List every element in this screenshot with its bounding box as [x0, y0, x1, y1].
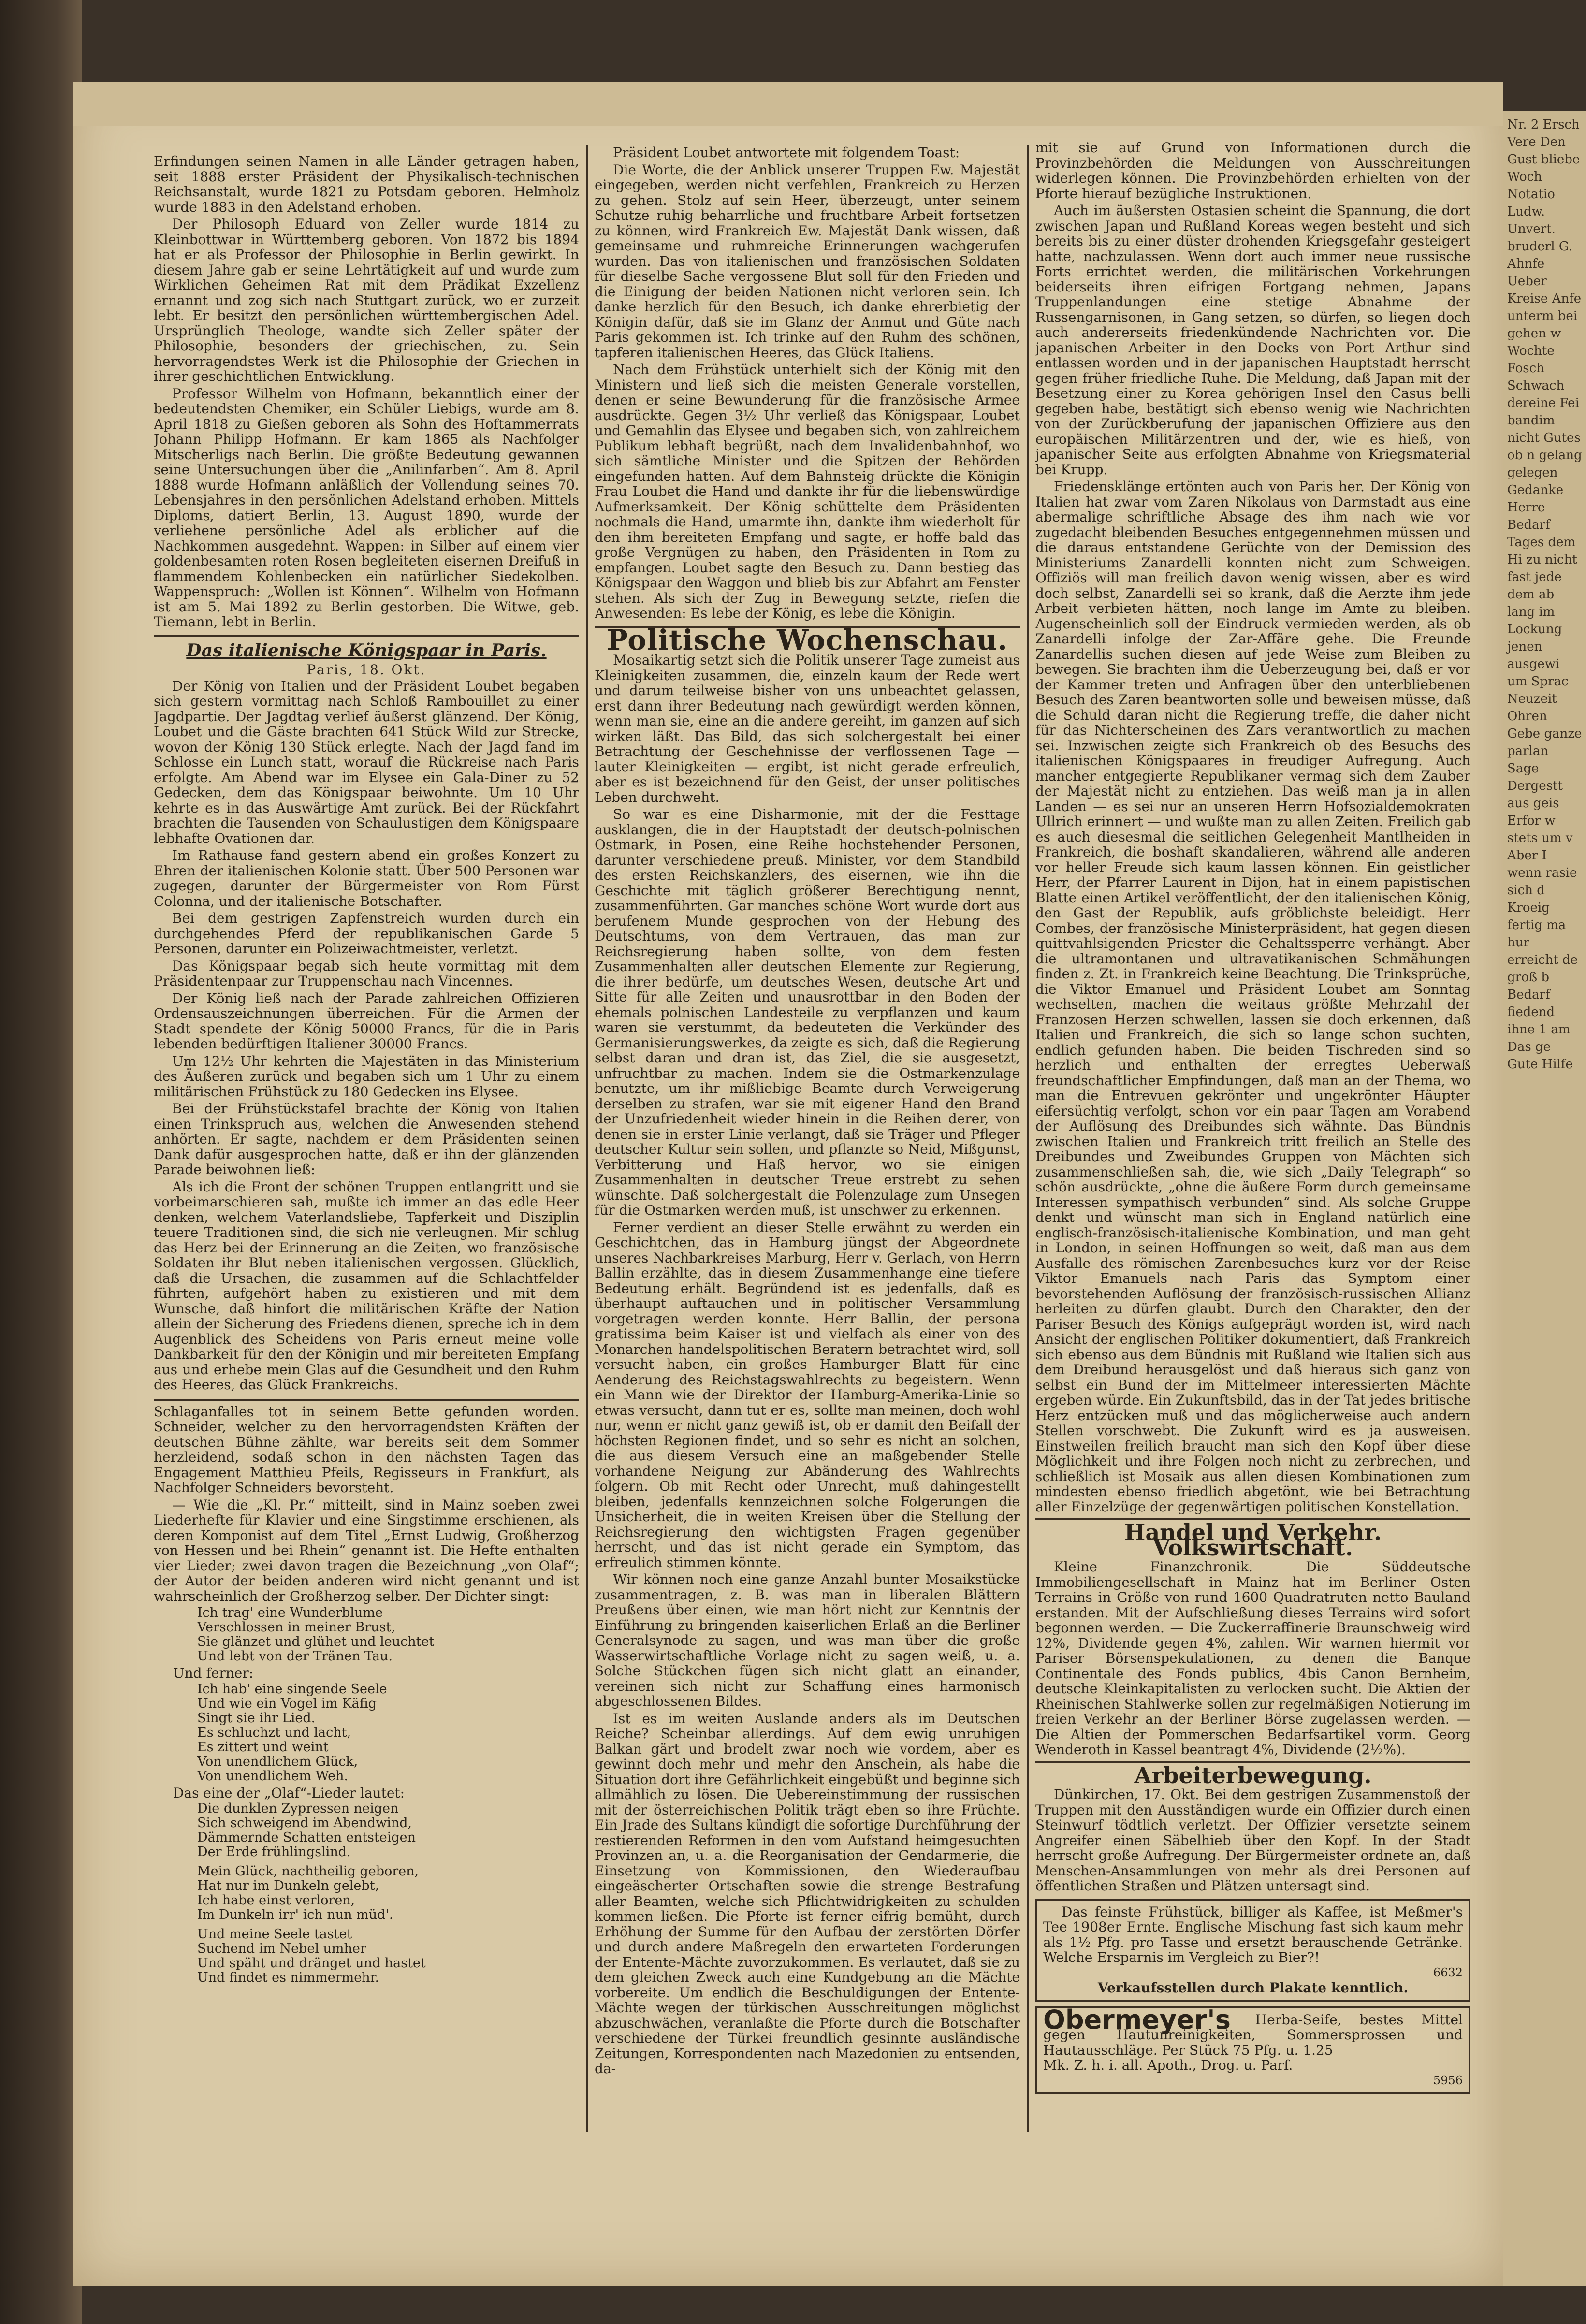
zeller-paragraph: Der Philosoph Eduard von Zeller wurde 1814 zu Kleinbottwar in Württemberg geboren. Von 1872 bis 1894 hat er als Professor der Philosophie in Berlin gewirkt. In diesem Jahre gab er seine Lehrtätigkeit auf und wurde zum Wirklichen Geheimen Rat mit dem Prädikat Exzellenz ernannt und zog sich nach Stuttgart zurück, wo er zurzeit lebt. Er besitzt den persönlichen württembergischen Adel. Ursprünglich Theologe, wandte sich Zeller später der Philosophie, besonders der griechischen, zu. Sein hervorragendstes Werk ist die Philosophie der Griechen in ihrer geschichtlichen Entwicklung.	[154, 216, 579, 384]
paris-paragraph-2: Im Rathause fand gestern abend ein großes Konzert zu Ehren der italienischen Kolonie statt. Über 500 Personen war zugegen, darunter der Bürgermeister von Rom Fürst Colonna, und der italienische Botschafter.	[154, 847, 579, 909]
heading-italian-royals: Das italienische Königspaar in Paris.	[186, 640, 547, 661]
dateline-paris: Paris, 18. Okt.	[306, 662, 426, 678]
paris-paragraph-3: Bei dem gestrigen Zapfenstreich wurden durch ein durchgehendes Pferd der republikanischen Garde 5 Personen, darunter ein Polizeiwachtmeister, verletzt.	[154, 910, 579, 957]
politics-paragraph-5: Ist es im weiten Auslande anders als im Deutschen Reiche? Scheinbar allerdings. Auf dem ewig unruhigen Balkan gärt und brodelt zwar noch wie vordem, aber es gewinnt doch mehr und mehr den Anschein, als habe die Situation dort ihre Gefährlichkeit eingebüßt und beginne sich allmählich zu lösen. Die Uebereinstimmung der russischen mit der österreichischen Politik trägt eben so ihre Früchte. Ein Jrade des Sultans kündigt die sofortige Durchführung der restierenden Reformen in den vom Aufstand heimgesuchten Provinzen an, u. a. die Reorganisation der Gendarmerie, die Einsetzung von Kommissionen, den Wiederaufbau eingeäscherter Ortschaften sowie die strenge Bestrafung aller Beamten, welche sich Pflichtwidrigkeiten zu schulden kommen ließen. Die Pforte ist ferner eifrig bemüht, durch Erhöhung der Summe für den Aufbau der zerstörten Dörfer und durch andere Maßregeln den erwarteten Forderungen der Entente-Mächte zuvorzukommen. Es verlautet, daß sie zu dem gleichen Zweck auch eine Kundgebung an die Mächte vorbereite. Um endlich die Beschuldigungen der Entente-Mächte wegen der türkischen Ausschreitungen möglichst abzuschwächen, veranlaßte die Pforte durch die Botschafter verschiedene der Türkei freundlich gesinnte ausländische Zeitungen, Korrespondenten nach Mazedonien zu entsenden, da-	[595, 1710, 1020, 2077]
paris-paragraph-1: Der König von Italien und der Präsident Loubet begaben sich gestern vormittag nach Schloß Rambouillet zu einer Jagdpartie. Der Jagdtag verlief äußerst glänzend. Der König, Loubet und die Gäste brachten 641 Stück Wild zur Strecke, wovon der König 130 Stück erlegte. Nach der Jagd fand im Schlosse ein Lunch statt, worauf die Rückreise nach Paris erfolgte. Am Abend war im Elysee ein Gala-Diner zu 52 Gedecken, dem das Königspaar beiwohnte. Um 10 Uhr kehrte es in das Auswärtige Amt zurück. Bei der Rückfahrt brachten die Tausenden von Schaulustigen dem Königspaare lebhafte Ovationen dar.	[154, 678, 579, 846]
lieder-paragraph: — Wie die „Kl. Pr.“ mitteilt, sind in Mainz soeben zwei Liederhefte für Klavier und eine Singstimme erschienen, als deren Komponist auf dem Titel „Ernst Ludwig, Großherzog von Hessen und bei Rhein“ genannt ist. Die Hefte enthalten vier Lieder; zwei davon tragen die Bezeichnung „von Olaf“; der Autor der beiden anderen wird nicht genannt und ist wahrscheinlich der Großherzog selber. Der Dichter singt:	[154, 1496, 579, 1604]
continuation-paragraph: mit sie auf Grund von Informationen durch die Provinzbehörden die Meldungen von Ausschreitungen widerlegen können. Die Provinzbehörden erhielten von der Pforte hierauf bezügliche Instruktionen.	[1035, 140, 1470, 202]
poem-intro-olaf: Das eine der „Olaf“-Lieder lautet:	[173, 1785, 405, 1801]
politics-paragraph-4: Wir können noch eine ganze Anzahl bunter Mosaikstücke zusammentragen, z. B. was man in liberalen Blättern Preußens über einen, wie man hört nicht zur Kenntnis der Einführung zu bringenden kaiserlichen Erlaß an die Berliner Generalsynode zu sagen, und was man über die große Wasserwirtschaftliche Vorlage nicht zu sagen weiß, u. a. Solche Stückchen fügen sich nicht glatt an einander, vereinen sich nicht zur Schaffung eines harmonisch abgeschlossenen Bildes.	[595, 1571, 1020, 1709]
book-binding	[0, 0, 82, 2324]
heading-handel-verkehr: Handel und Verkehr. Volkswirtschaft.	[1124, 1519, 1382, 1561]
after-breakfast-paragraph: Nach dem Frühstück unterhielt sich der König mit den Ministern und ließ sich die meisten Generale vorstellen, denen er seine Bewunderung für die französische Armee ausdrückte. Gegen 3½ Uhr verließ das Königspaar, Loubet und Gemahlin das Elysee und begaben sich, von zahlreichem Publikum lebhaft begrüßt, nach dem Invalidenbahnhof, wo sich sämtliche Minister und die Spitzen der Behörden eingefunden hatten. Auf dem Bahnsteig drückte die Königin Frau Loubet die Hand und dankte ihr für die liebenswürdige Aufmerksamkeit. Der König schüttelte dem Präsidenten nochmals die Hand, umarmte ihn, dankte ihm wiederholt für den ihm bereiteten Empfang und sagte, er hoffe bald das große Vergnügen zu haben, den Präsidenten in Rom zu empfangen. Loubet sagte den Besuch zu. Dann bestieg das Königspaar den Waggon und blieb bis zur Abfahrt am Fenster stehen. Als sich der Zug in Bewegung setzte, riefen die Anwesenden: Es lebe der König, es lebe die Königin.	[595, 362, 1020, 621]
toast-intro: Präsident Loubet antwortete mit folgendem Toast:	[613, 145, 960, 160]
poem-intro-und-ferner: Und ferner:	[173, 1665, 254, 1681]
finanzchronik-paragraph: Kleine Finanzchronik. Die Süddeutsche Immobiliengesellschaft in Mainz hat im Berliner Osten Terrains in Größe von rund 1600 Quadratruten netto Bauland erstanden. Mit der Aufschließung dieses Terrains wird sofort begonnen werden. — Die Zuckerraffinerie Braunschweig wird 12%, Dividende gegen 4%, zahlen. Wir warnen hiermit vor Pariser Börsenspekulationen, zu denen die Banque Continentale des Fonds publics, 4bis Canon Bernheim, deutsche Kleinkapitalisten zu verlocken sucht. Die Aktien der Rheinischen Stahlwerke sollen zur regelmäßigen Notierung im freien Verkehr an der Berliner Börse zugelassen werden. — Die Altien der Pommerschen Bedarfsartikel vorm. Georg Wenderoth in Kassel beantragt 4%, Dividende (2½%).	[1035, 1559, 1470, 1758]
ad-obermeyer-brand: Obermeyer's	[1043, 2004, 1231, 2035]
paris-paragraph-6: Um 12½ Uhr kehrten die Majestäten in das Ministerium des Äußeren zurück und begaben sich um 1 Uhr zu einem militärischen Frühstück zu 180 Gedecken ins Elysee.	[154, 1053, 579, 1100]
paris-paragraph-7: Bei der Frühstückstafel brachte der König von Italien einen Trinkspruch aus, welchen die Anwesenden stehend anhörten. Er sagte, nachdem er dem Präsidenten seinen Dank dafür ausgesprochen hatte, daß er ihn der glänzenden Parade beiwohnen ließ:	[154, 1101, 579, 1177]
adjacent-page-text: Nr. 2 Ersch Vere Den Gust bliebe Woch Notatio Ludw. Unvert. bruderl G. Ahnfe Ueber Kreise Anfe unterm bei gehen w Wochte Fosch Schwach dereine Fei bandim nicht Gutes ob n gelang gelegen Gedanke Herre Bedarf Tages dem Hi zu nicht fast jede dem ab lang im Lockung jenen ausgewi um Sprac Neuzeit Ohren Gebe ganze parlan Sage Dergestt aus geis Erfor w stets um v Aber I wenn rasie sich d Kroeig fertig ma hur erreicht de groß b Bedarf fiedend ihne 1 am Das ge Gute Hilfe	[1507, 117, 1582, 1072]
ad-messmer-tea	[1035, 1899, 1470, 2002]
intro-paragraph: Erfindungen seinen Namen in alle Länder getragen haben, seit 1888 erster Präsident der Physikalisch-technischen Reichsanstalt, wurde 1821 zu Potsdam geboren. Helmholz wurde 1883 in den Adelstand erhoben.	[154, 154, 579, 215]
frieden-paragraph: Friedensklänge ertönten auch von Paris her. Der König von Italien hat zwar vom Zaren Nikolaus von Darmstadt aus eine abermalige schriftliche Absage des ihm nach wie vor zugedacht bleibenden Besuches entgegennehmen müssen und die daraus entstandene Gerüchte von der Demission des Ministeriums Zanardelli konnten nicht zum Schweigen. Offiziös will man freilich davon wenig wissen, aber es wird doch selbst, Zanardelli sei so krank, daß die Aerzte ihm jede Arbeit verbieten hätten, noch lange im Amte zu bleiben. Augenscheinlich soll der Eindruck vermieden werden, als ob Zanardelli infolge der Zar-Affäre gehe. Die Freunde Zanardellis suchen diesen auf jede Weise zum Bleiben zu bewegen. Sie brachten ihm die Ueberzeugung bei, daß er vor der Kammer treten und Anfragen über den unterbliebenen Besuch des Zaren beantworten solle und beweisen müsse, daß die Schuld daran nicht die Regierung treffe, die daher nicht für das Nichterscheinen des Zars verantwortlich zu machen sei. Inzwischen zeigte sich Frankreich ob des Besuchs des italienischen Königspaares in freudiger Aufregung. Auch mancher entgegierte Republikaner vermag sich dem Zauber der Majestät nicht zu entziehen. Das weiß man ja in allen Landen — es sei nur an unseren Herrn Hofsozialdemokraten Ullrich erinnert — und wußte man zu allen Zeiten. Freilich gab es auch diesesmal die seitlichen Gelegenheit Mantlheiden in Frankreich, die boshaft skandalieren, während alle anderen vor heller Freude sich kaum lassen können. Ein geistlicher Herr, der Pfarrer Laurent in Dijon, hat in einem papistischen Blatte einen Artikel veröffentlicht, der den italienischen König, den Gast der Republik, aufs gröblichste beleidigt. Herr Combes, der französische Ministerpräsident, hat gegen diesen quittvahlsigenden Priester die Gehaltssperre verhängt. Aber die ultramontanen und ultravatikanischen Schmähungen finden z. Zt. in Frankreich keine Beachtung. Die Trinksprüche, die Viktor Emanuel und Präsident Loubet am Sonntag wechselten, machen die weitaus größte Mehrzahl der Franzosen Herzen schwellen, lassen sie doch erkennen, daß Italien und Frankreich, die sich so lange schon suchten, endlich gefunden haben. Die beiden Tischreden sind so herzlich und enthalten der erregtes Ueberwaß freundschaftlicher Empfindungen, daß man an der Thema, wo man die Entrevuen gekrönter und ungekrönter Häupter eifersüchtig verfolgt, schon vor ein paar Tagen am Vorabend der Auflösung des Dreibundes sich wähnte. Das Bündnis zwischen Italien und Frankreich tritt freilich an Stelle des Dreibundes und Zweibundes Gruppen von Mächten sich zusammenschließen sah, die, wie sich „Daily Telegraph“ so schön ausdrückte, „ohne die äußere Form durch gemeinsame Interessen sympathisch verbunden“ sind. Als solche Gruppe denkt und wünscht man sich in England natürlich eine englisch-französisch-italienische Kombination, und man geht in London, in seinen Hoffnungen so weit, daß man aus dem Ausfalle des römischen Zarenbesuches kurz vor der Reise Viktor Emanuels nach Paris das Symptom einer bevorstehenden Auflösung der französisch-russischen Allianz herleiten zu dürfen glaubt. Durch den Charakter, den der Pariser Besuch des Königs aufgeprägt worden ist, wird nach Ansicht der englischen Politiker dokumentiert, daß Frankreich sich ebenso aus dem Bündnis mit Rußland wie Italien sich aus dem Dreibund herausgelöst und daß hieraus sich ganz von selbst ein Bund der im Mittelmeer interessierten Mächte ergeben würde. Ein Zukunftsbild, das in der Tat jedes britische Herz entzücken muß und das möglicherweise auch andern Stellen vorschwebt. Die Zukunft wird es ja ausweisen. Einstweilen freilich braucht man sich den Kopf über diese Möglichkeit und ihre Folgen noch nicht zu zerbrechen, und schließlich ist Mosaik aus allen diesen Kombinationen zum mindesten ebenso friedlich abgetönt, wie bei Betrachtung aller Einzelzüge der gegenwärtigen politischen Konstellation.	[1035, 479, 1470, 1515]
schlaganfall-paragraph: Schlaganfalles tot in seinem Bette gefunden worden. Schneider, welcher zu den hervorragendsten Kräften der deutschen Bühne zählte, war bereits seit dem Sommer herzleidend, sodaß schon in den nächsten Tagen das Engagement Matthieu Pfeils, Regisseurs in Frankfurt, als Nachfolger Schneiders bevorsteht.	[154, 1403, 579, 1496]
toast-text: Die Worte, die der Anblick unserer Truppen Ew. Majestät eingegeben, werden nicht verfehlen, Frankreich zu Herzen zu gehen. Stolz auf sein Heer, überzeugt, unter seinem Schutze ruhig beharrliche und fruchtbare Arbeit fortsetzen zu können, wird Frankreich Ew. Majestät Dank wissen, daß gemeinsame und ruhmreiche Erinnerungen wachgerufen wurden. Das von italienischen und französischen Soldaten für dieselbe Sache vergossene Blut soll für den Frieden und die Einigung der beiden Nationen nicht verloren sein. Ich danke herzlich für den Besuch, ich danke ehrerbietig der Königin dafür, daß sie im Glanz der Anmut und Güte nach Paris gekommen ist. Ich trinke auf den Ruhm des schönen, tapferen italienischen Heeres, das Glück Italiens.	[595, 161, 1020, 361]
ad-messmer-text: Das feinste Frühstück, billiger als Kaffee, ist Meßmer's Tee 1908er Ernte. Englische Mischung fast sich kaum mehr als 1½ Pfg. pro Tasse und ersetzt berauschende Getränke. Welche Ersparnis im Vergleich zu Bier?!	[1043, 1903, 1463, 1965]
paris-paragraph-8: Als ich die Front der schönen Truppen entlangritt und sie vorbeimarschieren sah, mußte ich immer an das edle Heer denken, welchem Vaterlandsliebe, Tapferkeit und Disziplin teuere Traditionen sind, die sich nie verleugnen. Mir schlug das Herz bei der Erinnerung an die Zeiten, wo französische Soldaten ihr Blut neben italienischen vergossen. Glücklich, daß die Ursachen, die zusammen auf die Schlachtfelder führten, aufgehört haben zu existieren und mit dem Wunsche, daß hinfort die militärischen Kräfte der Nation allein der Sicherung des Friedens dienen, spreche ich in dem Augenblick des Scheidens von Paris erneut meine volle Dankbarkeit für den der Königin und mir bereiteten Empfang aus und erhebe mein Glas auf die Gesundheit und den Ruhm des Heeres, das Glück Frankreichs.	[154, 1178, 579, 1393]
column-2	[595, 145, 1020, 2132]
paris-paragraph-5: Der König ließ nach der Parade zahlreichen Offizieren Ordensauszeichnungen überreichen. Für die Armen der Stadt spendete der König 50000 Francs, für die in Paris lebenden bedürftigen Italiener 30000 Francs.	[154, 990, 579, 1052]
ostasien-paragraph: Auch im äußersten Ostasien scheint die Spannung, die dort zwischen Japan und Rußland Koreas wegen besteht und sich bereits bis zu einer düster drohenden Kriegsgefahr gesteigert hatte, nachzulassen. Wenn dort auch immer neue russische Forts errichtet werden, die militärischen Vorkehrungen beiderseits ihren eifrigen Fortgang nehmen, Japans Truppenlandungen eine stetige Abnahme der Russengarnisonen, in Gang setzen, so dürfen, so liegen doch auch andererseits friedenkündende Nachrichten vor. Die japanischen Arbeiter in den Docks von Port Arthur sind entlassen worden und in der japanischen Hauptstadt herrscht gegen früher friedliche Ruhe. Die Meldung, daß Japan mit der Besetzung einer zu Korea gehörigen Insel den Casus belli gegeben habe, bestätigt sich ebenso wenig wie Nachrichten von der Zurückberufung der japanischen Offiziere aus den europäischen Militärzentren und der, wie es hieß, von japanischer Seite aus erfolgten Abnahme von Kriegsmaterial bei Krupp.	[1035, 203, 1470, 478]
ad-obermeyer-soap	[1035, 2006, 1470, 2094]
poem-2: Ich hab' eine singende Seele Und wie ein Vogel im Käfig Singt sie ihr Lied. Es schluchzt und lacht, Es zittert und weint Von unendlichem Glück, Von unendlichem Weh.	[197, 1681, 387, 1784]
arbeiter-paragraph: Dünkirchen, 17. Okt. Bei dem gestrigen Zusammenstoß der Truppen mit den Ausständigen wurde ein Offizier durch einen Steinwurf tödtlich verletzt. Der Offizier versetzte seinem Angreifer einen Säbelhieb über den Kopf. In der Stadt herrscht große Aufregung. Der Bürgermeister ordnete an, daß Menschen-Ansammlungen von mehr als drei Personen auf öffentlichen Straßen und Plätzen untersagt sind.	[1035, 1787, 1470, 1894]
ad-obermeyer-footer: Mk. Z. h. i. all. Apoth., Drog. u. Parf.	[1043, 2057, 1293, 2073]
ad-obermeyer-text: Herba-Seife, bestes Mittel gegen Hautunreinigkeiten, Sommersprossen und Hautausschläge. Per Stück 75 Pfg. u. 1.25	[1043, 2011, 1463, 2058]
column-1	[154, 154, 579, 2097]
heading-politische-wochenschau: Politische Wochenschau.	[607, 623, 1008, 656]
column-rule-1	[586, 145, 588, 2132]
ad-obermeyer-number: 5956	[1433, 2073, 1463, 2087]
paris-paragraph-4: Das Königspaar begab sich heute vormittag mit dem Präsidentenpaar zur Truppenschau nach Vincennes.	[154, 958, 579, 989]
poem-1: Ich trag' eine Wunderblume Verschlossen in meiner Brust, Sie glänzet und glühet und leuchtet Und lebt von der Tränen Tau.	[197, 1605, 435, 1664]
poem-4: Mein Glück, nachtheilig geboren, Hat nur im Dunkeln gelebt, Ich habe einst verloren, Im Dunkeln irr' ich nun müd'.	[197, 1864, 419, 1922]
hofmann-paragraph: Professor Wilhelm von Hofmann, bekanntlich einer der bedeutendsten Chemiker, ein Schüler Liebigs, wurde am 8. April 1818 zu Gießen geboren als Sohn des Hoftammerrats Johann Philipp Hofmann. Er kam 1865 als Nachfolger Mitscherligs nach Berlin. Die größte Bedeutung gewannen seine Untersuchungen über die „Anilinfarben“. Am 8. April 1888 wurde Hofmann anläßlich der Vollendung seines 70. Lebensjahres in den persönlichen Adelstand erhoben. Mittels Diploms, datiert Berlin, 13. August 1890, wurde der verliehene persönliche Adel als erblicher auf die Nachkommen ausgedehnt. Wappen: in Silber auf einem vier goldenbesamten roten Rosen begleiteten eisernen Dreifuß in flammendem Kohlenbecken ein natürlicher Siedekolben. Wappenspruch: „Wollen ist Können“. Wilhelm von Hofmann ist am 5. Mai 1892 zu Berlin gestorben. Die Witwe, geb. Tiemann, lebt in Berlin.	[154, 385, 579, 630]
column-rule-2	[1027, 145, 1029, 2132]
politics-paragraph-1: Mosaikartig setzt sich die Politik unserer Tage zumeist aus Kleinigkeiten zusammen, die, einzeln kaum der Rede wert und darum teilweise bisher von uns unbeachtet gelassen, erst dann ihrer Bedeutung nach gewürdigt werden können, wenn man sie, eine an die andere gereiht, im ganzen auf sich wirken läßt. Das Bild, das sich solchergestalt bei einer Betrachtung der Geschehnisse der verflossenen Tage — lauter Kleinigkeiten — ergibt, ist nicht gerade erfreulich, aber es ist bezeichnend für den Geist, der unser politisches Leben durchweht.	[595, 652, 1020, 805]
column-3	[1035, 140, 1470, 2112]
page-top-margin	[73, 82, 1503, 126]
poem-3: Die dunklen Zypressen neigen Sich schweigend im Abendwind, Dämmernde Schatten entsteigen Der Erde frühlingslind.	[197, 1801, 416, 1859]
poem-5: Und meine Seele tastet Suchend im Nebel umher Und späht und dränget und hastet Und findet es nimmermehr.	[197, 1927, 426, 1985]
politics-paragraph-3: Ferner verdient an dieser Stelle erwähnt zu werden ein Geschichtchen, das in Hamburg jüngst der Abgeordnete unseres Nachbarkreises Marburg, Herr v. Gerlach, von Herrn Ballin erzählte, das in diesem Zusammenhange eine tiefere Bedeutung erhält. Begründend ist es jedenfalls, daß es überhaupt auftauchen und in politischer Versammlung vorgetragen werden konnte. Herr Ballin, der persona gratissima beim Kaiser ist und vielfach als einer von des Monarchen handelspolitischen Beratern betrachtet wird, soll versucht haben, ein großes Hamburger Blatt für eine Aenderung des Reichstagswahlrechts zu begeistern. Wenn ein Mann wie der Direktor der Hamburg-Amerika-Linie so etwas versucht, dann tut er es, sollte man meinen, doch wohl nur, wenn er nicht ganz gewiß ist, ob er damit den Beifall der höchsten Regionen findet, und so sehr es nicht an solchen, die aus diesem Versuch eine an maßgebender Stelle vorhandene Neigung zur Abänderung des Wahlrechts folgern. Ob mit Recht oder Unrecht, muß dahingestellt bleiben, jedenfalls kennzeichnen solche Folgerungen die Unsicherheit, die in weiten Kreisen über die Stellung der Reichsregierung den wichtigsten Fragen gegenüber herrscht, und das ist nicht gerade ein Symptom, das erfreulich stimmen könnte.	[595, 1219, 1020, 1570]
ad-messmer-footer: Verkaufsstellen durch Plakate kenntlich.	[1097, 1980, 1409, 1996]
politics-paragraph-2: So war es eine Disharmonie, mit der die Festtage ausklangen, die in der Hauptstadt der deutsch-polnischen Ostmark, in Posen, eine Reihe hochstehender Personen, darunter verschiedene preuß. Minister, vor dem Standbild des ersten Reichskanzlers, des eisernen, wie ihn die Geschichte mit täglich größerer Berechtigung nennt, zusammenführten. Gar manches schöne Wort wurde dort aus berufenem Munde gesprochen von der Hebung des Deutschtums, von dem Vertrauen, das man zur Reichsregierung haben sollte, von dem festen Zusammenhalten aller deutschen Elemente zur Regierung, die ihrer bedürfe, um deutsches Wesen, deutsche Art und Sitte für alle Zeiten und unausrottbar in den Boden der ehemals polnischen Landesteile zu verpflanzen und kaum waren sie verstummt, da bedeuteten die Verkünder des Germanisierungswerkes, da zeigte es sich, daß die Regierung selbst daran und dran ist, das Ziel, die sie ausgesetzt, unfruchtbar zu machen. Indem sie die Ostmarkenzulage benutzte, um ihr mißliebige Beamte durch Verweigerung derselben zu strafen, war sie mit eigener Hand den Brand der Unzufriedenheit wieder hinein in die Reihen derer, von denen sie in erster Linie verlangt, daß sie Träger und Pfleger deutscher Kultur sein sollen, und pflanzte so Neid, Mißgunst, Verbitterung und Haß hervor, wo sie einigen Zusammenhalten in deutscher Treue erstrebt zu sehen wünschte. Daß solchergestalt die Polenzulage zum Unsegen für die Ostmarken werden muß, ist unschwer zu erkennen.	[595, 806, 1020, 1218]
heading-arbeiterbewegung: Arbeiterbewegung.	[1134, 1762, 1372, 1788]
adjacent-page-fragment	[1503, 111, 1586, 2286]
ad-messmer-number: 6632	[1433, 1965, 1463, 1979]
